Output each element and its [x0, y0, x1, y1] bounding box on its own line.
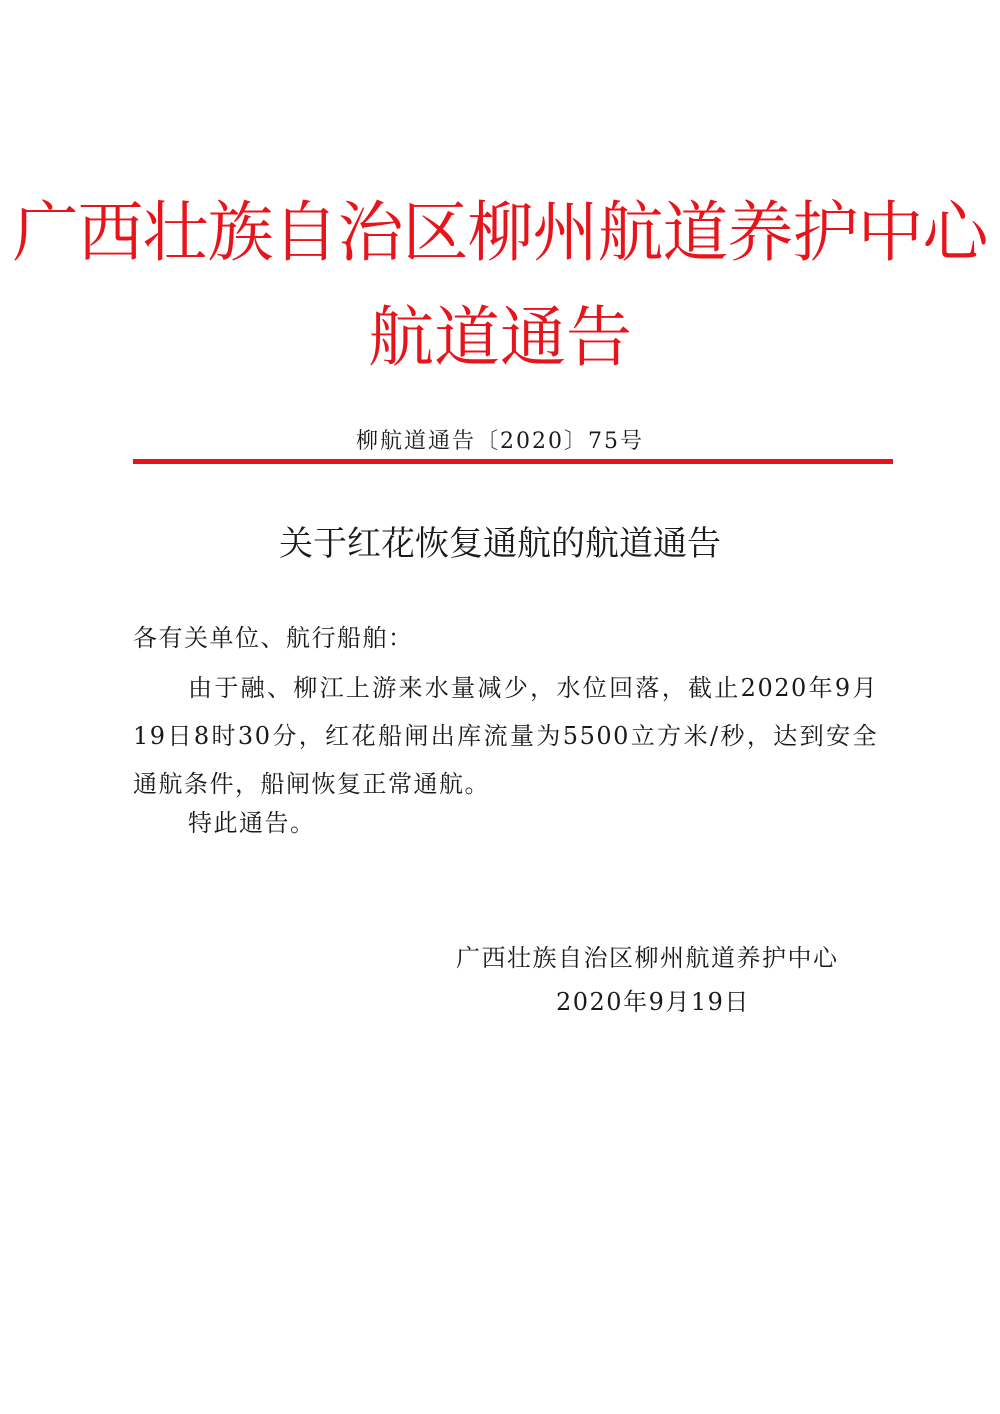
red-divider [133, 459, 893, 464]
body-paragraph: 由于融、柳江上游来水量减少，水位回落，截止2020年9月19日8时30分，红花船闸出库流量为5500立方米/秒，达到安全通航条件，船闸恢复正常通航。 [133, 674, 878, 798]
signature-date: 2020年9月19日 [556, 988, 750, 1016]
header-doc-type: 航道通告 [368, 299, 632, 376]
closing-line: 特此通告。 [188, 809, 316, 837]
signature-issuer: 广西壮族自治区柳州航道养护中心 [456, 944, 839, 972]
notice-title: 关于红花恢复通航的航道通告 [279, 524, 721, 564]
document-number: 柳航道通告〔2020〕75号 [356, 429, 644, 454]
header-organization: 广西壮族自治区柳州航道养护中心 [12, 194, 988, 271]
salutation: 各有关单位、航行船舶： [133, 624, 414, 652]
